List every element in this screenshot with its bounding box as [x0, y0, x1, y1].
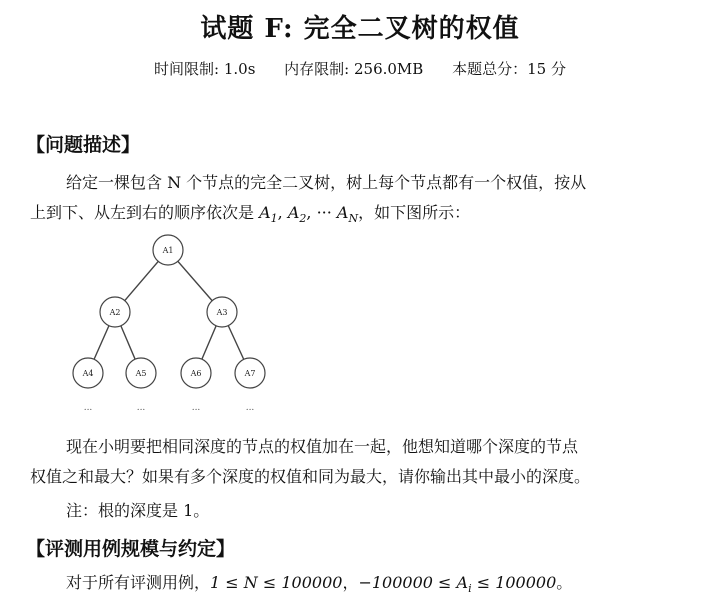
sequence-an: $A_N$ [336, 203, 359, 226]
total-score: 本题总分：15 分 [452, 60, 566, 78]
svg-text:A4: A4 [82, 369, 94, 378]
description-paragraph-1 [30, 168, 690, 198]
time-limit: 时间限制: 1.0s [154, 60, 256, 78]
tree-node-a7 [235, 358, 265, 388]
description-text: 上到下、从左到右的顺序依次是 [30, 203, 260, 222]
description-paragraph-2 [30, 432, 690, 462]
tree-node-a5 [126, 358, 156, 388]
tree-ellipsis: ... [83, 403, 93, 413]
tree-node-a3 [207, 297, 237, 327]
svg-text:A7: A7 [244, 369, 256, 378]
problem-title: 试题 F: 完全二叉树的权值 [200, 14, 520, 44]
svg-text:A3: A3 [216, 308, 228, 317]
tree-node-a2 [100, 297, 130, 327]
sequence-sep: , [277, 203, 288, 222]
constraints-sep: ， [342, 573, 359, 592]
note-text: 注：根的深度是 1。 [66, 501, 210, 520]
constraints-line [30, 568, 690, 604]
root-depth-note [30, 496, 690, 526]
svg-text:A1: A1 [162, 246, 174, 255]
tree-ellipsis: ... [245, 403, 255, 413]
svg-text:A2: A2 [109, 308, 121, 317]
svg-text:A6: A6 [190, 369, 202, 378]
description-line-1: 给定一棵包含 N 个节点的完全二叉树，树上每个节点都有一个权值，按从 [66, 173, 587, 192]
tree-ellipsis: ... [191, 403, 201, 413]
sequence-a2: $A_2$ [287, 203, 307, 226]
tree-node-a4 [73, 358, 103, 388]
section-heading-description: 【问题描述】 [26, 134, 141, 156]
section-heading-constraints: 【评测用例规模与约定】 [26, 538, 236, 560]
sequence-dots: , ··· [306, 203, 337, 222]
constraint-ai: $-100000 \le A_i \le 100000$ [358, 573, 557, 596]
tree-ellipsis: ... [136, 403, 146, 413]
constraints-end: 。 [556, 573, 573, 592]
constraint-n: 1 ≤ N ≤ 100000 [210, 573, 343, 592]
tree-node-a6 [181, 358, 211, 388]
limits-row [0, 58, 720, 79]
sequence-a1: $A_1$ [259, 203, 278, 226]
constraints-intro: 对于所有评测用例， [66, 573, 211, 592]
description-text-end: ，如下图所示： [358, 203, 471, 222]
svg-text:A5: A5 [135, 369, 147, 378]
description-p2-line-1: 现在小明要把相同深度的节点的权值加在一起，他想知道哪个深度的节点 [66, 437, 579, 456]
binary-tree-diagram [60, 228, 320, 418]
description-p2-line-2: 权值之和最大？如果有多个深度的权值和同为最大，请你输出其中最小的深度。 [30, 467, 591, 486]
memory-limit: 内存限制: 256.0MB [284, 60, 424, 78]
tree-node-a1 [153, 235, 183, 265]
